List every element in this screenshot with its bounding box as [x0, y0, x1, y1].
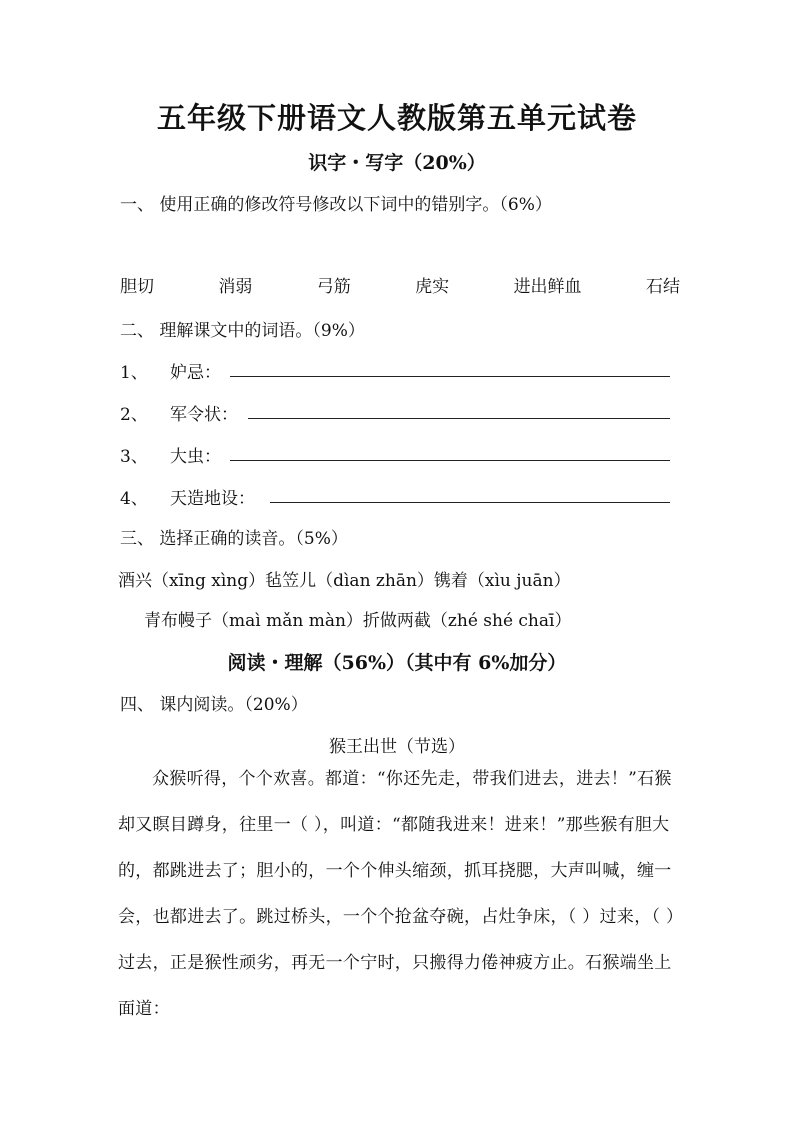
item-number: 4、 [120, 489, 148, 509]
item-number: 2、 [120, 405, 148, 425]
question-3: 三、 选择正确的读音。（5%） [120, 529, 348, 549]
item-label: 天造地设： [170, 489, 255, 509]
answer-line[interactable] [230, 460, 670, 461]
section-heading-reading: 阅读・理解（56%）（其中有 6%加分） [227, 652, 567, 674]
item-label: 妒忌： [170, 363, 221, 383]
definition-item-4 [120, 484, 255, 509]
definition-item-2 [120, 400, 238, 425]
passage-title: 猴王出世（节选） [329, 737, 465, 757]
item-number: 3、 [120, 447, 148, 467]
word-list [120, 272, 680, 297]
word-item: 石结 [645, 277, 680, 297]
word-item: 进出鲜血 [513, 277, 582, 297]
answer-line[interactable] [248, 418, 670, 419]
section-heading-literacy: 识字・写字（20%） [308, 152, 486, 174]
question-1: 一、 使用正确的修改符号修改以下词中的错别字。（6%） [120, 195, 552, 215]
page-title: 五年级下册语文人教版第五单元试卷 [156, 101, 637, 135]
question-2: 二、 理解课文中的词语。（9%） [120, 321, 365, 341]
item-number: 1、 [120, 363, 148, 383]
word-item: 弓筋 [316, 277, 351, 297]
pinyin-line-2: 青布幔子（maì mǎn màn）折做两截（zhé shé chaī） [144, 611, 572, 631]
answer-line[interactable] [270, 502, 670, 503]
definition-item-3 [120, 442, 221, 467]
definition-item-1 [120, 358, 221, 383]
pinyin-line-1: 酒兴（xīng xìng）毡笠儿（dìan zhān）镌着（xìu juān） [118, 571, 571, 591]
word-item: 虎实 [415, 277, 450, 297]
passage-text: 众猴听得，个个欢喜。都道：“你还先走，带我们进去，进去！”石猴却又瞑目蹲身，往里一（ ），叫道：“都随我进来！进来！”那些猴有胆大的，都跳进去了；胆小的，一个个伸头缩颈，抓耳挠腮，大声叫喊，缠一会，也都进去了。跳过桥头，一个个抢盆夺碗，占灶争床，（ ）过来，（ ）过去，正是猴性顽劣，再无一个宁时，只搬得力倦神疲方止。石猴端坐上面道： [118, 769, 675, 1019]
word-item: 胆切 [120, 277, 154, 297]
word-item: 消弱 [218, 277, 253, 297]
item-label: 大虫： [170, 447, 221, 467]
question-4: 四、 课内阅读。（20%） [120, 695, 308, 715]
answer-line[interactable] [230, 376, 670, 377]
item-label: 军令状： [170, 405, 238, 425]
